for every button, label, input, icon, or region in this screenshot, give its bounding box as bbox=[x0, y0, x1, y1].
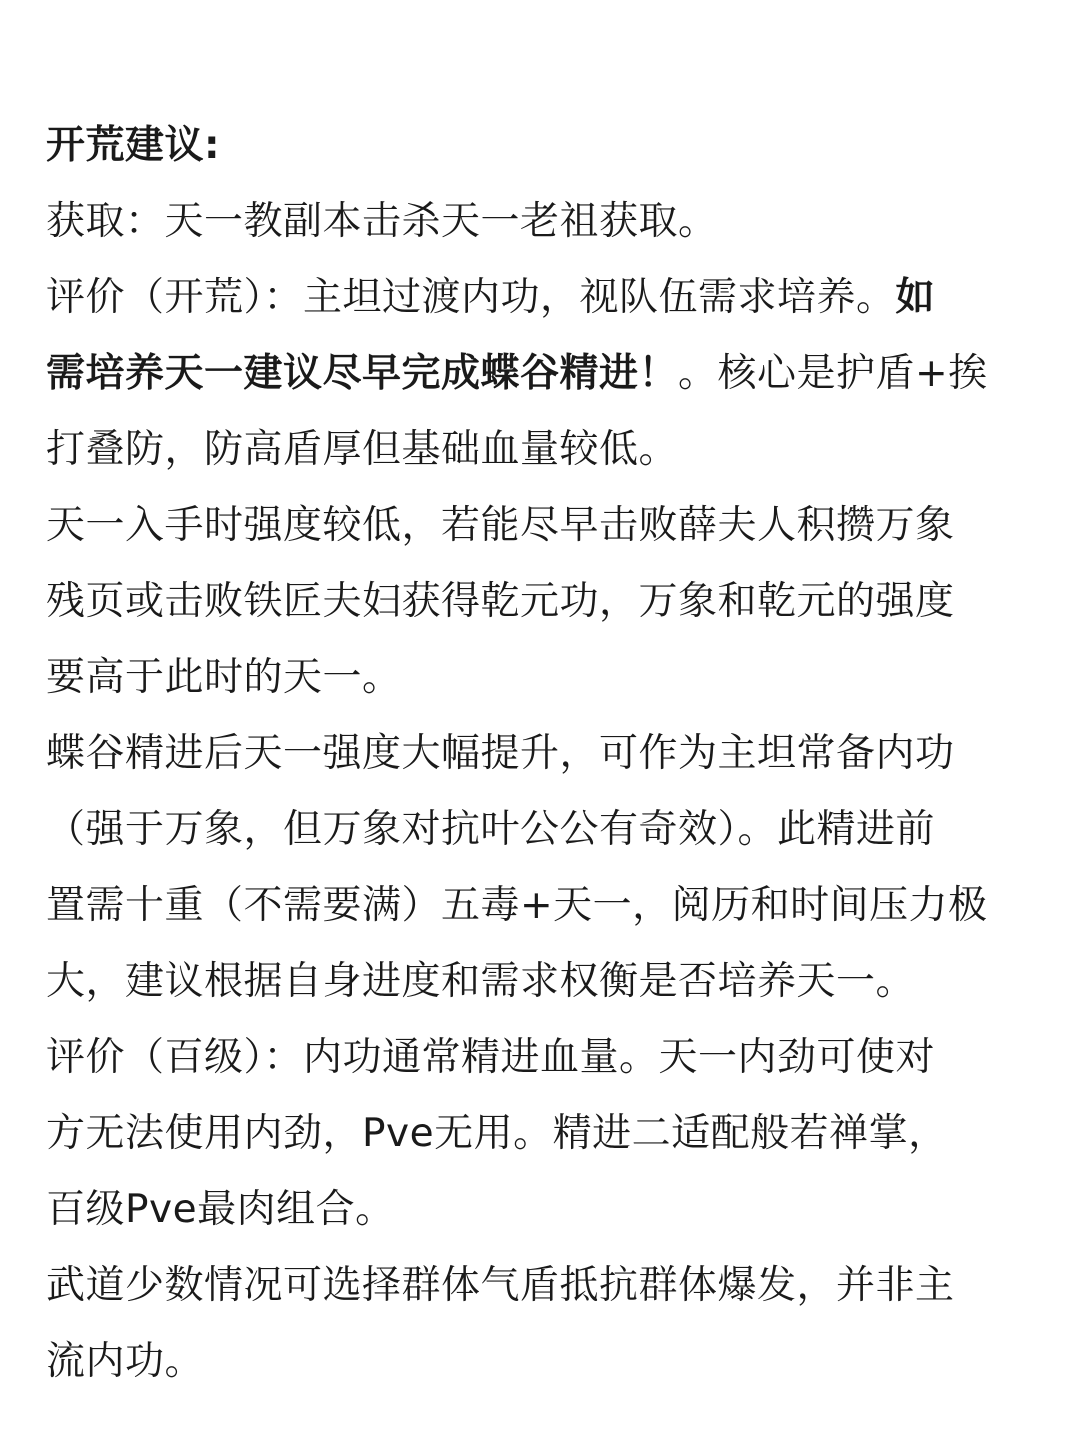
paragraph-review-kaihuang-line2 bbox=[46, 336, 1046, 412]
heading-kaihuang-advice: 开荒建议: bbox=[46, 123, 221, 168]
paragraph-wudao-line1: 武道少数情况可选择群体气盾抵抗群体爆发，并非主 bbox=[46, 1263, 955, 1308]
paragraph-early-strength-line3: 要高于此时的天一。 bbox=[46, 655, 402, 700]
paragraph-wudao-line2: 流内功。 bbox=[46, 1339, 205, 1384]
paragraph-review-kaihuang-line3: 打叠防，防高盾厚但基础血量较低。 bbox=[46, 427, 679, 472]
paragraph-refine-line3: 置需十重（不需要满）五毒+天一，阅历和时间压力极 bbox=[46, 883, 988, 928]
paragraph-review-level100-line1: 评价（百级）：内功通常精进血量。天一内劲可使对 bbox=[46, 1035, 936, 1080]
emphasis-butterfly-valley: 需培养天一建议尽早完成蝶谷精进！ bbox=[46, 351, 679, 396]
paragraph-acquire: 获取：天一教副本击杀天一老祖获取。 bbox=[46, 199, 718, 244]
paragraph-early-strength-line1: 天一入手时强度较低，若能尽早击败薛夫人积攒万象 bbox=[46, 503, 955, 548]
document-body bbox=[46, 108, 1046, 1400]
paragraph-early-strength-line2: 残页或击败铁匠夫妇获得乾元功，万象和乾元的强度 bbox=[46, 579, 955, 624]
review-kaihuang-text: 评价（开荒）：主坦过渡内功，视队伍需求培养。 bbox=[46, 275, 896, 320]
emphasis-start: 如 bbox=[895, 275, 936, 320]
paragraph-review-kaihuang-line1 bbox=[46, 260, 1046, 336]
paragraph-refine-line4: 大，建议根据自身进度和需求权衡是否培养天一。 bbox=[46, 959, 916, 1004]
paragraph-refine-line1: 蝶谷精进后天一强度大幅提升，可作为主坦常备内功 bbox=[46, 731, 955, 776]
paragraph-review-level100-line3: 百级Pve最肉组合。 bbox=[46, 1187, 395, 1232]
core-shield-text: 。核心是护盾+挨 bbox=[678, 351, 988, 396]
paragraph-refine-line2: （强于万象，但万象对抗叶公公有奇效）。此精进前 bbox=[46, 807, 936, 852]
paragraph-review-level100-line2: 方无法使用内劲，Pve无用。精进二适配般若禅掌， bbox=[46, 1111, 948, 1156]
